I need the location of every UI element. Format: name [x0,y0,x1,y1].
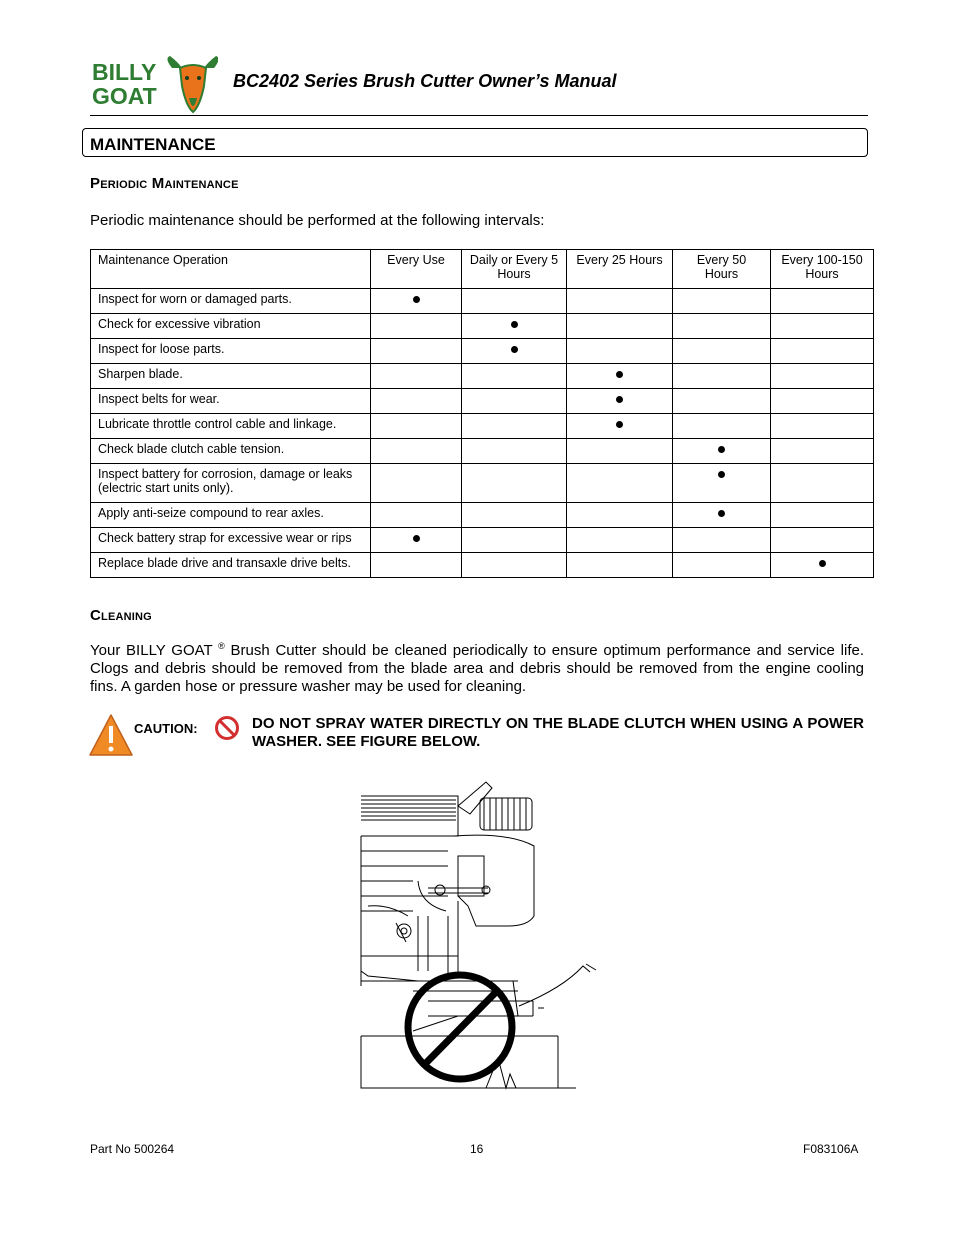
scheduled-dot-icon [511,346,518,353]
column-header: Every 25 Hours [567,250,673,289]
billy-goat-logo [92,56,218,114]
table-row [91,503,874,528]
table-row [91,364,874,389]
interval-cell [673,464,771,503]
logo-text-line1: BILLY [92,59,157,85]
interval-cell [771,553,874,578]
interval-cell [462,414,567,439]
caution-text: DO NOT SPRAY WATER DIRECTLY ON THE BLADE CLUTCH WHEN USING A POWER WASHER. SEE FIGURE BELOW. [252,715,864,750]
scheduled-dot-icon [413,296,420,303]
cleaning-text-start: Your BILLY GOAT [90,642,213,659]
section-title: MAINTENANCE [90,135,216,154]
goat-head-icon [167,56,218,112]
table-row [91,439,874,464]
interval-cell [462,314,567,339]
table-row [91,314,874,339]
caution-sign [88,712,204,758]
interval-cell [371,414,462,439]
table-row [91,289,874,314]
column-header: Every Use [371,250,462,289]
document-title: BC2402 Series Brush Cutter Owner’s Manual [233,71,617,91]
interval-cell [371,364,462,389]
caution-label: CAUTION: [134,721,198,736]
column-header: Every 100-150 Hours [771,250,874,289]
interval-cell [371,439,462,464]
periodic-maintenance-heading: Periodic Maintenance [90,175,239,192]
interval-cell [771,364,874,389]
footer-page-number: 16 [470,1142,484,1156]
interval-cell [371,503,462,528]
interval-cell [673,289,771,314]
interval-cell [771,503,874,528]
interval-cell [673,528,771,553]
logo-text-line2: GOAT [92,83,157,109]
maintenance-operation-cell: Check blade clutch cable tension. [91,439,371,464]
interval-cell [771,528,874,553]
table-row [91,553,874,578]
interval-cell [462,439,567,464]
interval-cell [673,553,771,578]
interval-cell [371,528,462,553]
interval-cell [462,389,567,414]
interval-cell [771,289,874,314]
interval-cell [567,314,673,339]
maintenance-operation-cell: Inspect for loose parts. [91,339,371,364]
scheduled-dot-icon [413,535,420,542]
interval-cell [567,464,673,503]
interval-cell [567,439,673,464]
interval-cell [567,339,673,364]
scheduled-dot-icon [718,510,725,517]
footer-part-number: Part No 500264 [90,1142,175,1156]
interval-cell [567,553,673,578]
table-body [91,289,874,578]
interval-cell [462,553,567,578]
interval-cell [462,339,567,364]
maintenance-operation-cell: Replace blade drive and transaxle drive belts. [91,553,371,578]
interval-cell [673,414,771,439]
registered-mark: ® [218,641,225,651]
blade-clutch-figure [358,776,608,1121]
interval-cell [567,528,673,553]
scheduled-dot-icon [718,471,725,478]
interval-cell [771,389,874,414]
maintenance-operation-cell: Lubricate throttle control cable and linkage. [91,414,371,439]
scheduled-dot-icon [718,446,725,453]
maintenance-operation-cell: Apply anti-seize compound to rear axles. [91,503,371,528]
interval-cell [673,314,771,339]
interval-cell [673,439,771,464]
scheduled-dot-icon [616,371,623,378]
interval-cell [462,503,567,528]
interval-cell [567,503,673,528]
maintenance-operation-cell: Inspect for worn or damaged parts. [91,289,371,314]
interval-cell [567,414,673,439]
interval-cell [371,464,462,503]
maintenance-operation-cell: Check battery strap for excessive wear or rips [91,528,371,553]
table-row [91,464,874,503]
interval-cell [673,389,771,414]
interval-cell [673,339,771,364]
interval-cell [673,364,771,389]
interval-cell [371,389,462,414]
cleaning-heading: Cleaning [90,607,152,624]
header-divider [90,115,868,116]
interval-cell [371,314,462,339]
interval-cell [567,289,673,314]
maintenance-operation-cell: Inspect belts for wear. [91,389,371,414]
interval-cell [462,289,567,314]
interval-cell [771,414,874,439]
column-header: Maintenance Operation [91,250,371,289]
cleaning-paragraph [90,642,864,696]
interval-cell [371,339,462,364]
table-row [91,339,874,364]
table-row [91,528,874,553]
interval-cell [462,464,567,503]
engine-drawing [361,782,596,1088]
interval-cell [462,364,567,389]
scheduled-dot-icon [616,396,623,403]
maintenance-operation-cell: Check for excessive vibration [91,314,371,339]
warning-triangle-icon [90,715,132,755]
column-header: Daily or Every 5 Hours [462,250,567,289]
maintenance-operation-cell: Inspect battery for corrosion, damage or leaks (electric start units only). [91,464,371,503]
prohibited-icon [214,715,240,741]
interval-cell [567,389,673,414]
periodic-intro-text: Periodic maintenance should be performed at the following intervals: [90,212,545,229]
scheduled-dot-icon [511,321,518,328]
interval-cell [771,464,874,503]
interval-cell [771,314,874,339]
scheduled-dot-icon [819,560,826,567]
interval-cell [673,503,771,528]
maintenance-operation-cell: Sharpen blade. [91,364,371,389]
footer-document-code: F083106A [803,1142,859,1156]
interval-cell [771,339,874,364]
interval-cell [462,528,567,553]
table-row [91,414,874,439]
interval-cell [771,439,874,464]
table-header-row [91,250,874,289]
maintenance-schedule-table [90,249,874,578]
cleaning-text-rest: Brush Cutter should be cleaned periodically to ensure optimum performance and service life. Clogs and debris should be removed from the blade area and debris should be removed from the engine cooling fins. A garden hose or pressure washer may be used for cleaning. [90,642,864,695]
scheduled-dot-icon [616,421,623,428]
column-header: Every 50 Hours [673,250,771,289]
interval-cell [567,364,673,389]
table-row [91,389,874,414]
interval-cell [371,553,462,578]
interval-cell [371,289,462,314]
